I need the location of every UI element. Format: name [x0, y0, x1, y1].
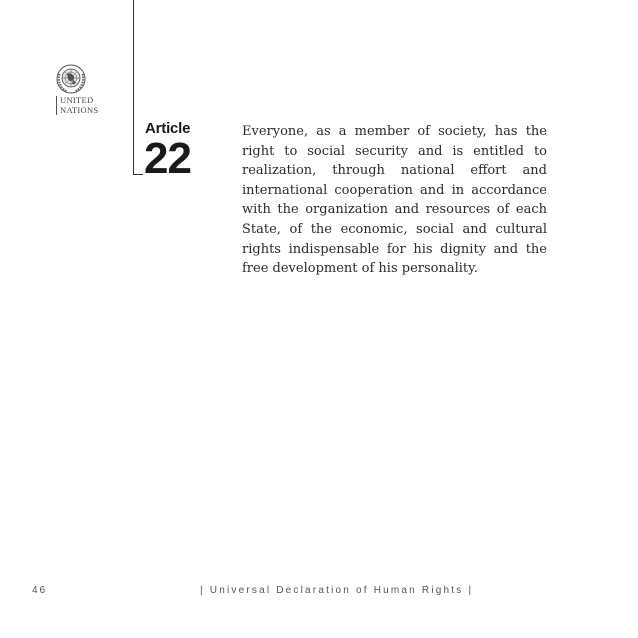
article-text: Everyone, as a member of society, has the right to social security and is entitled to realization, through national effort and international cooperation and in accordance with the organization and resources of each State, of the economic, social and cultural rights indispensable for his dignity and the free development of his personality.	[242, 124, 547, 277]
article-number: 22	[144, 134, 191, 183]
rule-foot	[133, 174, 143, 175]
page-number: 46	[32, 585, 48, 596]
article-label: Article	[145, 120, 191, 137]
un-emblem-icon	[56, 64, 86, 94]
un-wordmark-line1: UNITED	[60, 95, 94, 105]
un-wordmark	[56, 96, 98, 115]
un-wordmark-line2: NATIONS	[60, 104, 99, 115]
vertical-rule	[133, 0, 134, 175]
running-title: | Universal Declaration of Human Rights |	[200, 585, 474, 596]
